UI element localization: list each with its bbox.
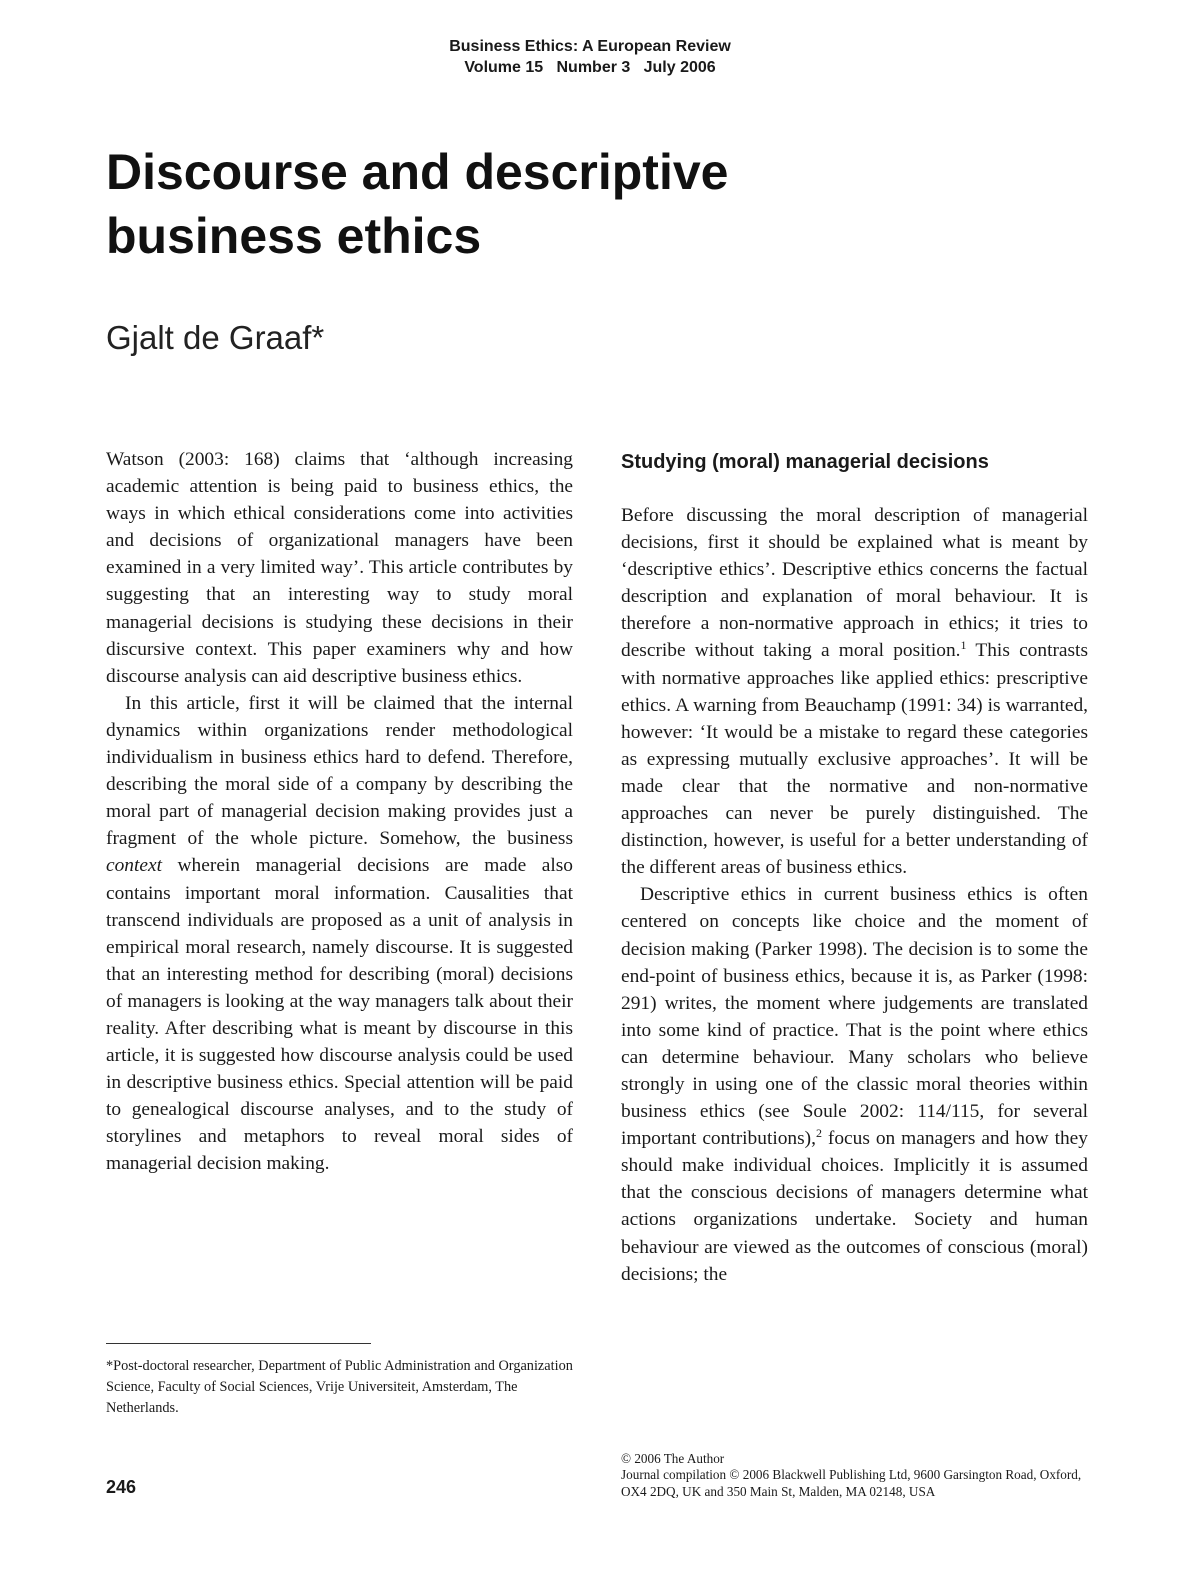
copyright-journal: Journal compilation © 2006 Blackwell Publishing Ltd, 9600 Garsington Road, Oxford, OX4 2DQ, UK and 350 Main St, Malden, MA 02148, USA: [621, 1467, 1082, 1499]
issue-line: Volume 15 Number 3 July 2006: [464, 59, 716, 76]
emphasis-context: context: [106, 855, 162, 877]
footnote-ref-1: 1: [960, 638, 967, 653]
section-paragraph-2: [621, 881, 1088, 1287]
right-column: [621, 502, 1088, 1288]
paragraph-1-text-a: Before discussing the moral description of managerial decisions, first it should be explained what is meant by ‘descriptive ethics’. Descriptive ethics concerns the factual description and explanation of moral behaviour. It is therefore a non-normative approach in ethics; it tries to describe without taking a moral position.: [621, 505, 1088, 662]
journal-name: Business Ethics: A European Review: [449, 38, 731, 55]
intro-text-end: wherein managerial decisions are made also contains important moral information. Causalities that transcend individuals are proposed as a unit of analysis in empirical moral research, namely discourse. It is suggested that an interesting method for describing (moral) decisions of managers is looking at the way managers talk about their reality. After describing what is meant by discourse in this article, it is suggested how discourse analysis could be used in descriptive business ethics. Special attention will be paid to genealogical discourse analyses, and to the study of storylines and metaphors to reveal moral sides of managerial decision making.: [106, 855, 573, 1175]
footnote-ref-2: 2: [815, 1126, 822, 1141]
section-heading: Studying (moral) managerial decisions: [621, 451, 989, 473]
section-paragraph-1: [621, 502, 1088, 881]
footnote-divider: [106, 1343, 371, 1344]
article-title-line-2: business ethics: [106, 208, 482, 264]
author-name: Gjalt de Graaf*: [106, 319, 325, 356]
paragraph-1-text-b: This contrasts with normative approaches like applied ethics: prescriptive ethics. A warning from Beauchamp (1991: 34) is warranted, however: ‘It would be a mistake to regard these categories as expressing mutually exclusive approaches’. It will be made clear that the normative and non-normative approaches can never be purely distinguished. The distinction, however, is useful for a better understanding of the different areas of business ethics.: [621, 640, 1088, 879]
copyright-author: © 2006 The Author: [621, 1451, 725, 1466]
journal-header: [0, 36, 1180, 78]
page-number: 246: [106, 1477, 137, 1497]
paragraph-2-text-b: focus on managers and how they should make individual choices. Implicitly it is assumed that the conscious decisions of managers determine what actions organizations undertake. Society and human behaviour are viewed as the outcomes of conscious (moral) decisions; the: [621, 1128, 1088, 1285]
abstract-paragraph: Watson (2003: 168) claims that ‘although increasing academic attention is being paid to business ethics, the ways in which ethical considerations come into activities and decisions of organizational managers have been examined in a very limited way’. This article contributes by suggesting that an interesting way to study moral managerial decisions is studying these decisions in their discursive context. This paper examiners why and how discourse analysis can aid descriptive business ethics.: [106, 449, 573, 687]
article-title: [106, 140, 1106, 268]
paragraph-2-text-a: Descriptive ethics in current business ethics is often centered on concepts like choice and the moment of decision making (Parker 1998). The decision is to some the end-point of business ethics, because it is, as Parker (1998: 291) writes, the moment where judgements are translated into some kind of practice. That is the point where ethics can determine behaviour. Many scholars who believe strongly in using one of the classic moral theories within business ethics (see Soule 2002: 114/115, for several important contributions),: [621, 884, 1088, 1150]
article-title-line-1: Discourse and descriptive: [106, 144, 729, 200]
intro-text-start: In this article, first it will be claimed that the internal dynamics within organizations render methodological individualism in business ethics hard to defend. Therefore, describing the moral side of a company by describing the moral part of managerial decision making provides just a fragment of the whole picture. Somehow, the business: [106, 692, 573, 850]
copyright-notice: [621, 1451, 1091, 1500]
left-column: [106, 446, 573, 1178]
intro-paragraph: [106, 690, 573, 1178]
author-footnote: *Post-doctoral researcher, Department of Public Administration and Organization Science, Faculty of Social Sciences, Vrije Universiteit, Amsterdam, The Netherlands.: [106, 1358, 573, 1416]
